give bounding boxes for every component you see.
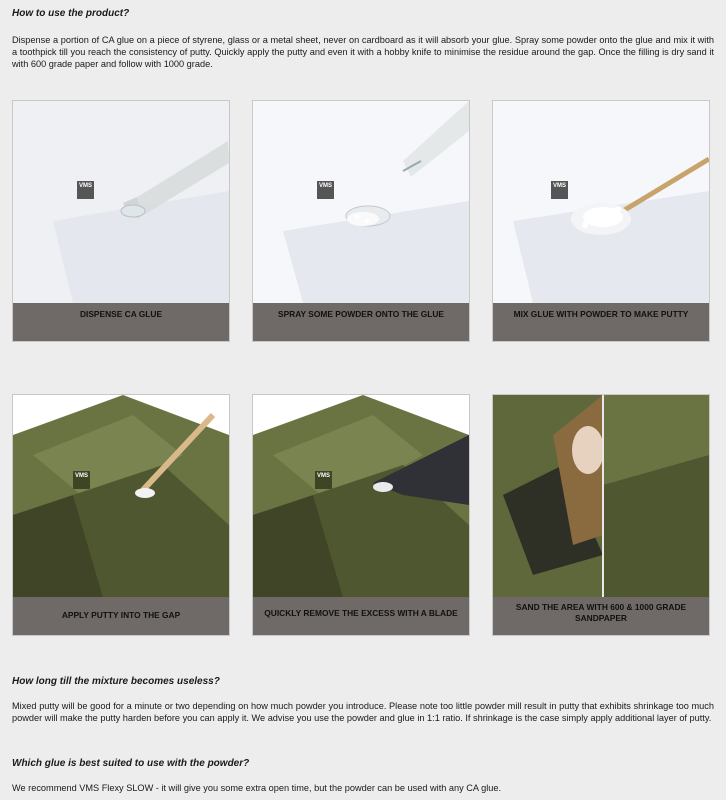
step-photo-dispense [13,101,229,303]
step-photo-apply [13,395,229,597]
glue-heading: Which glue is best suited to use with the powder? [12,758,250,769]
howto-heading: How to use the product? [12,8,130,19]
vms-logo: VMS [551,181,568,199]
howto-text: Dispense a portion of CA glue on a piece of styrene, glass or a metal sheet, never on cardboard as it will absorb your glue. Spray some powder onto the glue and mix it with a toothpick till you reach the consistency of putty. Quickly apply the putty and even it with a hobby knife to minimise the residue around the gap. Once the filling is dry sand it with 600 grade paper and follow with 1000 grade. [12,35,714,69]
step-photo-sand [493,395,709,597]
step-caption-blade: QUICKLY REMOVE THE EXCESS WITH A BLADE [264,607,458,618]
step-photo-blade [253,395,469,597]
step-caption-dispense: DISPENSE CA GLUE [79,308,163,319]
step-caption-mix: MIX GLUE WITH POWDER TO MAKE PUTTY [513,308,689,319]
step-photo-mix [493,101,709,303]
step-card-blade [252,394,470,636]
step-caption-powder: SPRAY SOME POWDER ONTO THE GLUE [278,308,444,319]
step-card-dispense [12,100,230,342]
useless-heading: How long till the mixture becomes useless? [12,676,220,687]
step-card-powder [252,100,470,342]
vms-logo: VMS [315,471,332,489]
step-card-sand [492,394,710,636]
step-card-apply [12,394,230,636]
vms-logo: VMS [77,181,94,199]
vms-logo: VMS [317,181,334,199]
step-caption-apply: APPLY PUTTY INTO THE GAP [61,609,181,620]
useless-text: Mixed putty will be good for a minute or two depending on how much powder you introduce. Please note too little powder mill result in putty that exhibits shrinkage too much powder will make the putty harden before you can apply it. We advise you use the powder and glue in 1:1 ratio. If shrinkage is the case simply apply additional layer of putty. [12,701,714,723]
step-caption-sand: SAND THE AREA WITH 600 & 1000 GRADE SANDPAPER [515,602,687,623]
step-card-mix [492,100,710,342]
vms-logo: VMS [73,471,90,489]
step-photo-powder [253,101,469,303]
glue-text: We recommend VMS Flexy SLOW - it will give you some extra open time, but the powder can be used with any CA glue. [12,783,502,793]
